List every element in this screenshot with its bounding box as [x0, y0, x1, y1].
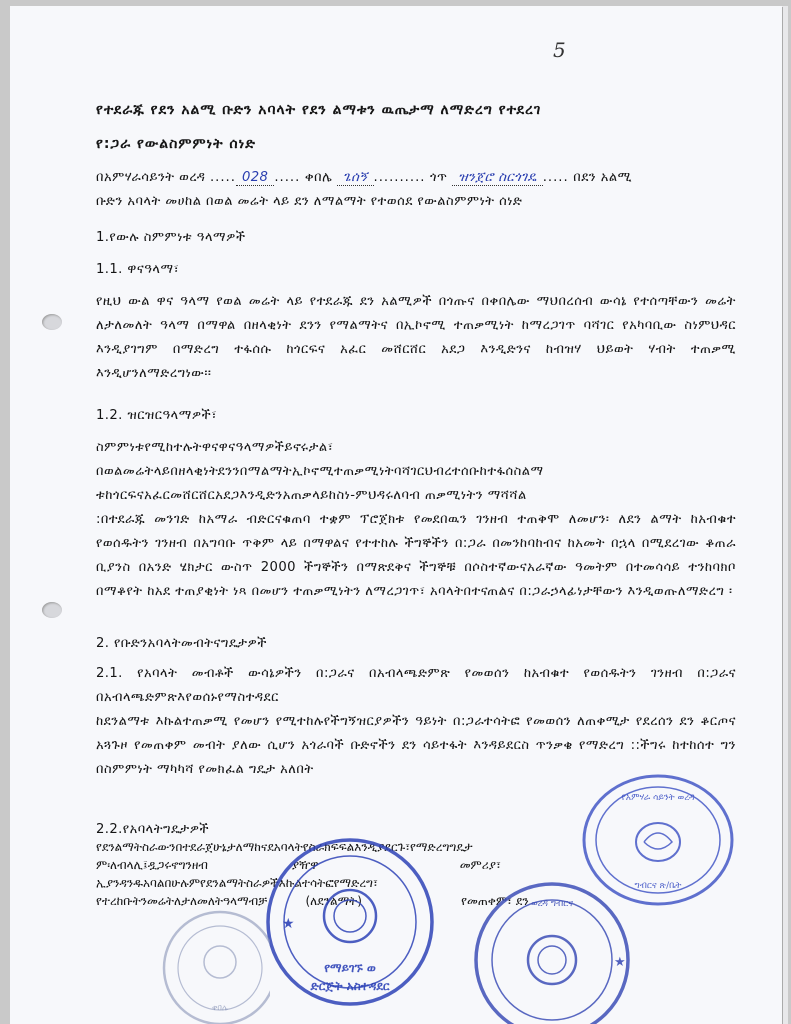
svg-text:ቀበሌ: ቀበሌ: [212, 1003, 228, 1012]
section1-1-heading: 1.1. ዋናዓላማ፣: [96, 262, 180, 277]
svg-text:የአምሃራ ሳይንት ወረዳ: የአምሃራ ሳይንት ወረዳ: [621, 793, 695, 803]
section1-1-body: የዚህ ውል ዋና ዓላማ የወል መሬት ላይ የተደራጁ ደን አልሚዎች በጎጡና በቀበሌው ማህበረሰብ ውሳኔ የተሰጣቸውን መሬት ለታለመለት ዓላማ በማዋል በዘላቂነት ደንን የማልማትና በኢኮኖሚ ተጠቃሚነት ከማረጋገጥ ባሻገር የአካባቢው ስነምህዳር እንዲያገግም በማድረግ ተፋሰሱ ከጎርፍና አፈር መሸርሸር አደጋ እንዲድንና ከብዝሃ ህይወት ሃብት ተጠቃሚ እንዲሆንለማድረግነው፡፡: [96, 294, 736, 381]
page-number: 5: [553, 38, 566, 62]
section2-2-heading: 2.2.የአባላትግዴታዎች: [96, 822, 210, 837]
intro-text-1: በአምሃራሳይንት ወረዳ: [96, 170, 206, 185]
section2-1-heading: 2.1. የአባላት መብቶች ውሳኔዎችን በ:ጋራና በአብላጫድምጽ የመወሰን ከአብቁተ የወሰዱትን ገንዘብ በ:ጋራና በአብላጫድምጽእየወሰኑየማስተዳደር: [96, 666, 736, 705]
section1-2-line1: ስምምነቱየሚከተሉትዋናዋናዓላማዎችይኖሩታል፣: [96, 440, 334, 455]
intro-text-4: በደን አልሚ: [573, 170, 633, 185]
section2-2-line2: ም፡ለብላሊ፤ዷጋሩኖግንዘብ ያዥዋ መምሪያ፣: [96, 858, 501, 872]
intro-text-3: ጎጥ: [430, 170, 448, 185]
got-handwritten: ዝንጀሮ ስርጎገዴ: [452, 170, 543, 186]
svg-text:ግብርና ጽ/ቤት: ግብርና ጽ/ቤት: [634, 881, 682, 891]
section1-heading: 1.የውሉ ስምምነቱ ዓላማዎች: [96, 230, 246, 245]
svg-text:ወረዳ ግብርና: ወረዳ ግብርና: [530, 899, 574, 909]
document-title-line1: የተደራጁ የደን አልሚ ቡድን አባላት የደን ልማቱን ዉጤታማ ለማድረግ የተደረገ: [96, 102, 542, 118]
group-seal-stamp: [262, 832, 437, 1012]
section1-2-line3: ቱከጎርፍናአፈርመሸርሸርአደጋእንዲድንአጠቃላይከስነ-ምህዳሩለባብ ጠቃሚነትን ማሻሻል: [96, 488, 527, 503]
document-title-line2: የ:ጋራ የውልስምምነት ሰነድ: [96, 136, 256, 152]
faded-seal-stamp: [160, 896, 270, 1024]
section2-2-line1: የደንልማትስራውንበተደራጀሁኔታለማከናደአባላትየስራክፍፍልእንዲያደርጉ፣የማድረግግዴታ: [96, 840, 473, 854]
section2-2-line3: ኢያንዳንዱአባልበሁሉምየደንልማትስራዎችእኩልተሳትፎየማድረግ፣: [96, 876, 378, 890]
section1-2-heading: 1.2. ዝርዝርዓላማዎች፣: [96, 408, 218, 423]
svg-text:ድርጅት አስተዳደር: ድርጅት አስተዳደር: [310, 979, 390, 993]
svg-text:የማይገኙ ወ: የማይገኙ ወ: [324, 961, 376, 975]
svg-text:★: ★: [614, 955, 626, 970]
kebele-handwritten: ጌሰኝ: [337, 170, 374, 186]
woreda-handwritten: 028: [236, 170, 274, 186]
kebele-seal-stamp: [470, 876, 635, 1024]
svg-text:★: ★: [282, 916, 295, 932]
punch-hole-bottom: [42, 602, 62, 618]
intro-paragraph: በአምሃራሳይንት ወረዳ ..... 028 ..... ቀበሌ ጌሰኝ .......... ጎጥ ዝንጀሮ ስርጎገዴ ..... በደን አልሚ ቡድን አባላት መሀከል በወል መሬት ላይ ደን ለማልማት የተወሰደ የውልስምምነት ሰነድ: [96, 170, 633, 209]
intro-text-2: ቀበሌ: [304, 170, 333, 185]
section1-2-line2: በወልመሬትላይበዘላቂነትደንንበማልማትኢኮኖሚተጠቃሚነትባሻገርህብረተሰቡከተፋሰስልማ: [96, 464, 544, 479]
section2-1-body: ከደንልማቱ እኩልተጠቃሚ የመሆን የሚተከሉየችግኝዝርያዎችን ዓይነት በ:ጋራተሳትፎ የመወሰን ለጠቀሚታ የደረሰን ደን ቆርጦና አጓጉዞ የመጠቀም መብት ያለው ሲሆን አጎራባች ቡድኖችን ደን ሳይተፋት እንዳይደርስ ጥንቃቄ የማድረግ ::ችግሩ ከተከሰተ ግን በስምምነት ማካካሻ የመክፈል ግዴታ አለበት: [96, 714, 736, 777]
section2-2-line4: የተረከቡትንመሬትለታለመለትዓላማብቻ (ለደንልማት) የመጠቀም፣ ደን: [96, 894, 529, 908]
section1-2-line4: :በተደራጁ መንገድ ከአማራ ብድርናቁጠባ ተቋም ፕሮጀክቱ የመደበዉን ገንዘብ ተጠቅሞ ለመሆን፡ ለደን ልማት ከአብቁተ የወሰዱትን ገንዘብ በአግባቡ ጥቅም ላይ በማዋልና የተተከሉ ችግኞችን በ:ጋራ በመንከባከብና ከአመት በኋላ በሚደረገው ቆጠራ ቢያንስ በአንድ ሄክታር ውስጥ 2000 ችግኞችን በማጽደቅና ችግኞቹ በሶስተኛውናአራኛው ዓመትም በተመሳሳይ ተንከባክቦ በማቆየት ከአደ ተጠያቂነት ነጻ በመሆን ተጠቃሚነትን ለማረጋገጥ፣ አባላትበተናጠልና በ:ጋራኃላፊነታቸውን እንዲወጡለማድረግ ፡: [96, 512, 736, 599]
section2-heading: 2. የቡድንአባላትመብትናግዴታዎች: [96, 636, 267, 651]
punch-hole-top: [42, 314, 62, 330]
intro-line2: ቡድን አባላት መሀከል በወል መሬት ላይ ደን ለማልማት የተወሰደ የውልስምምነት ሰነድ: [96, 194, 523, 209]
